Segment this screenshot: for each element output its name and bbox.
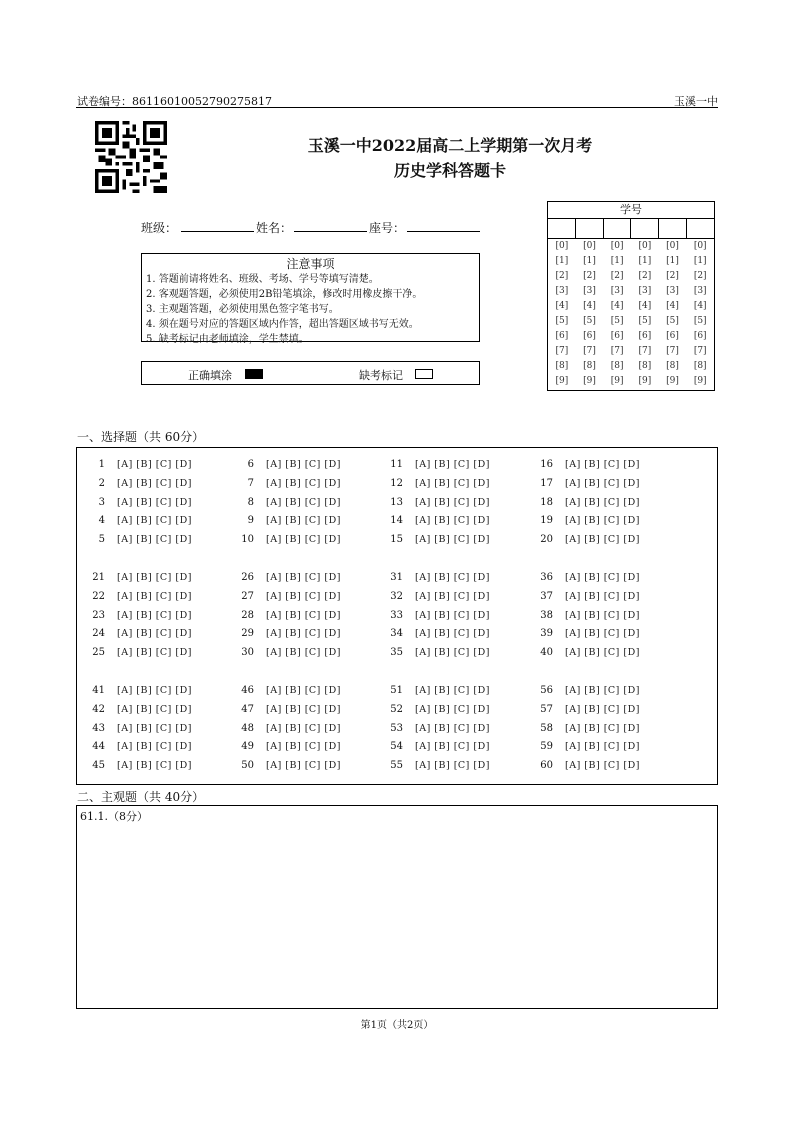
id-digit-bubble[interactable]: [3]: [666, 286, 679, 296]
answer-options[interactable]: [A] [B] [C] [D]: [415, 534, 490, 546]
question-number: 28: [241, 609, 254, 621]
question-8: [228, 497, 341, 508]
question-34: [377, 628, 490, 639]
question-number: 3: [98, 496, 105, 508]
answer-options[interactable]: [A] [B] [C] [D]: [266, 760, 341, 772]
id-digit-bubble[interactable]: [6]: [693, 331, 707, 341]
question-number: 18: [540, 496, 553, 508]
id-digit-bubble[interactable]: [2]: [666, 271, 679, 281]
notice-item: 2. 客观题答题，必须使用2B铅笔填涂，修改时用橡皮擦干净。: [146, 289, 423, 300]
id-digit-bubble[interactable]: [0]: [693, 241, 707, 251]
seat-field[interactable]: [407, 219, 480, 232]
id-digit-bubble[interactable]: [4]: [555, 301, 569, 311]
id-digit-bubble[interactable]: [3]: [638, 286, 652, 296]
id-digit-column: [603, 239, 631, 389]
question-number: 58: [540, 722, 553, 734]
question-38: [527, 610, 640, 621]
question-number: 4: [98, 515, 105, 527]
question-number: 37: [540, 590, 553, 602]
answer-options[interactable]: [A] [B] [C] [D]: [266, 459, 341, 470]
answer-options[interactable]: [A] [B] [C] [D]: [117, 572, 192, 583]
question-57: [527, 704, 640, 715]
id-digit-bubble[interactable]: [8]: [555, 361, 569, 371]
answer-options[interactable]: [A] [B] [C] [D]: [266, 703, 341, 715]
student-id-grid: [547, 201, 715, 391]
id-digit-bubble[interactable]: [9]: [638, 376, 652, 386]
question-number: 46: [241, 685, 254, 696]
answer-options[interactable]: [A] [B] [C] [D]: [565, 685, 640, 696]
question-number: 17: [540, 477, 553, 489]
section2-title: 二、主观题（共 40分）: [77, 790, 205, 804]
id-digit-bubble[interactable]: [8]: [638, 361, 652, 371]
answer-options[interactable]: [A] [B] [C] [D]: [565, 496, 640, 508]
id-digit-bubble[interactable]: [3]: [610, 286, 624, 296]
id-digit-bubble[interactable]: [9]: [583, 376, 596, 386]
id-digit-column: [659, 239, 687, 389]
question-51: [377, 685, 490, 696]
id-digit-bubble[interactable]: [7]: [638, 346, 652, 356]
question-number: 12: [390, 477, 403, 489]
question-58: [527, 723, 640, 734]
answer-options[interactable]: [A] [B] [C] [D]: [117, 741, 192, 753]
question-12: [377, 478, 490, 489]
question-18: [527, 497, 640, 508]
id-digit-bubble[interactable]: [5]: [555, 316, 569, 326]
id-digit-bubble[interactable]: [6]: [610, 331, 624, 341]
question-number: 5: [98, 534, 105, 546]
question-number: 50: [241, 760, 254, 772]
question-1: [79, 459, 192, 470]
answer-options[interactable]: [A] [B] [C] [D]: [117, 703, 192, 715]
id-digit-bubble[interactable]: [7]: [693, 346, 707, 356]
page-number: 第1页（共2页）: [360, 1020, 434, 1031]
answer-options[interactable]: [A] [B] [C] [D]: [415, 459, 490, 470]
question-37: [527, 591, 640, 602]
id-digit-bubble[interactable]: [9]: [666, 376, 679, 386]
question-number: 7: [247, 477, 254, 489]
answer-options[interactable]: [A] [B] [C] [D]: [565, 647, 640, 659]
question-number: 29: [241, 628, 254, 640]
answer-options[interactable]: [A] [B] [C] [D]: [565, 722, 640, 734]
question-10: [228, 534, 341, 545]
answer-options[interactable]: [A] [B] [C] [D]: [117, 477, 192, 489]
answer-options[interactable]: [A] [B] [C] [D]: [415, 515, 490, 527]
question-3: [79, 497, 192, 508]
question-number: 48: [241, 722, 254, 734]
exam-number: 试卷编号：86116010052790275817: [77, 95, 272, 108]
question-42: [79, 704, 192, 715]
question-number: 25: [92, 647, 105, 659]
answer-options[interactable]: [A] [B] [C] [D]: [117, 647, 192, 659]
id-write-cell[interactable]: [631, 219, 659, 238]
question-number: 42: [92, 703, 105, 715]
answer-options[interactable]: [A] [B] [C] [D]: [117, 685, 192, 696]
answer-options[interactable]: [A] [B] [C] [D]: [117, 496, 192, 508]
answer-options[interactable]: [A] [B] [C] [D]: [565, 741, 640, 753]
id-digit-bubble[interactable]: [3]: [693, 286, 707, 296]
id-digit-bubble[interactable]: [4]: [666, 301, 679, 311]
question-61-answer-area[interactable]: [76, 805, 718, 1009]
question-6: [228, 459, 341, 470]
id-digit-column: [576, 239, 604, 389]
question-11: [377, 459, 490, 470]
answer-options[interactable]: [A] [B] [C] [D]: [266, 628, 341, 640]
id-digit-bubble[interactable]: [0]: [610, 241, 624, 251]
answer-options[interactable]: [A] [B] [C] [D]: [266, 685, 341, 696]
notice-item: 4. 须在题号对应的答题区域内作答，超出答题区域书写无效。: [146, 319, 419, 330]
question-number: 9: [247, 515, 254, 527]
name-field[interactable]: [294, 219, 367, 232]
id-digit-bubble[interactable]: [5]: [583, 316, 596, 326]
id-digit-bubble[interactable]: [4]: [693, 301, 707, 311]
question-46: [228, 685, 341, 696]
question-49: [228, 741, 341, 752]
id-digit-bubble[interactable]: [9]: [610, 376, 624, 386]
id-write-cell[interactable]: [604, 219, 632, 238]
answer-options[interactable]: [A] [B] [C] [D]: [565, 459, 640, 470]
answer-options[interactable]: [A] [B] [C] [D]: [266, 609, 341, 621]
question-number: 57: [540, 703, 553, 715]
question-5: [79, 534, 192, 545]
question-27: [228, 591, 341, 602]
question-number: 43: [92, 722, 105, 734]
question-56: [527, 685, 640, 696]
question-36: [527, 572, 640, 583]
answer-options[interactable]: [A] [B] [C] [D]: [266, 647, 341, 659]
answer-options[interactable]: [A] [B] [C] [D]: [565, 477, 640, 489]
id-write-cell[interactable]: [687, 219, 714, 238]
question-60: [527, 760, 640, 771]
question-number: 36: [540, 572, 553, 583]
answer-options[interactable]: [A] [B] [C] [D]: [415, 496, 490, 508]
sheet-title: 历史学科答题卡: [393, 161, 506, 180]
question-29: [228, 628, 341, 639]
question-28: [228, 610, 341, 621]
question-22: [79, 591, 192, 602]
id-digit-bubble[interactable]: [1]: [555, 256, 569, 266]
answer-options[interactable]: [A] [B] [C] [D]: [415, 741, 490, 753]
id-write-cell[interactable]: [548, 219, 576, 238]
id-digit-bubble[interactable]: [6]: [666, 331, 679, 341]
question-4: [79, 515, 192, 526]
id-digit-bubble[interactable]: [2]: [555, 271, 569, 281]
correct-fill-label: 正确填涂: [188, 369, 232, 382]
school-name: 玉溪一中: [674, 95, 718, 108]
question-number: 60: [540, 760, 553, 772]
question-number: 14: [390, 515, 403, 527]
question-48: [228, 723, 341, 734]
answer-options[interactable]: [A] [B] [C] [D]: [266, 515, 341, 527]
question-number: 41: [92, 685, 105, 696]
question-41: [79, 685, 192, 696]
id-digit-bubble[interactable]: [2]: [638, 271, 652, 281]
question-number: 27: [241, 590, 254, 602]
class-field[interactable]: [181, 219, 254, 232]
question-14: [377, 515, 490, 526]
question-number: 23: [92, 609, 105, 621]
id-digit-bubble[interactable]: [1]: [583, 256, 596, 266]
answer-options[interactable]: [A] [B] [C] [D]: [565, 628, 640, 640]
notice-box: [141, 253, 480, 345]
question-number: 10: [241, 534, 254, 546]
answer-options[interactable]: [A] [B] [C] [D]: [415, 722, 490, 734]
id-digit-bubble[interactable]: [3]: [555, 286, 569, 296]
name-label: 姓名：: [256, 221, 293, 235]
notice-item: 3. 主观题答题，必须使用黑色签字笔书写。: [146, 304, 339, 315]
question-number: 31: [390, 572, 403, 583]
question-number: 54: [390, 741, 403, 753]
question-number: 33: [390, 609, 403, 621]
question-45: [79, 760, 192, 771]
answer-options[interactable]: [A] [B] [C] [D]: [117, 609, 192, 621]
answer-options[interactable]: [A] [B] [C] [D]: [565, 760, 640, 772]
answer-options[interactable]: [A] [B] [C] [D]: [266, 741, 341, 753]
answer-options[interactable]: [A] [B] [C] [D]: [266, 477, 341, 489]
question-number: 22: [92, 590, 105, 602]
question-55: [377, 760, 490, 771]
id-digit-bubble[interactable]: [0]: [666, 241, 679, 251]
question-32: [377, 591, 490, 602]
id-digit-bubble[interactable]: [9]: [693, 376, 707, 386]
id-digit-bubble[interactable]: [4]: [638, 301, 652, 311]
question-54: [377, 741, 490, 752]
id-digit-bubble[interactable]: [8]: [666, 361, 679, 371]
question-number: 52: [390, 703, 403, 715]
question-number: 24: [92, 628, 105, 640]
question-number: 59: [540, 741, 553, 753]
id-digit-bubble[interactable]: [3]: [583, 286, 596, 296]
id-digit-bubble[interactable]: [7]: [666, 346, 679, 356]
question-number: 26: [241, 572, 254, 583]
question-13: [377, 497, 490, 508]
id-digit-bubble[interactable]: [6]: [583, 331, 596, 341]
question-number: 21: [92, 572, 105, 583]
question-number: 45: [92, 760, 105, 772]
question-21: [79, 572, 192, 583]
answer-options[interactable]: [A] [B] [C] [D]: [415, 703, 490, 715]
id-digit-bubble[interactable]: [0]: [638, 241, 652, 251]
id-digit-bubble[interactable]: [1]: [693, 256, 707, 266]
question-number: 1: [98, 459, 105, 470]
question-20: [527, 534, 640, 545]
id-digit-bubble[interactable]: [6]: [638, 331, 652, 341]
question-25: [79, 647, 192, 658]
id-digit-bubble[interactable]: [0]: [583, 241, 596, 251]
question-number: 15: [390, 534, 403, 546]
answer-options[interactable]: [A] [B] [C] [D]: [117, 590, 192, 602]
question-16: [527, 459, 640, 470]
question-15: [377, 534, 490, 545]
question-24: [79, 628, 192, 639]
id-write-cell[interactable]: [659, 219, 687, 238]
id-digit-bubble[interactable]: [5]: [693, 316, 707, 326]
id-digit-bubble[interactable]: [5]: [666, 316, 679, 326]
question-number: 34: [390, 628, 403, 640]
filled-swatch-icon: [245, 369, 263, 379]
answer-options[interactable]: [A] [B] [C] [D]: [565, 590, 640, 602]
answer-options[interactable]: [A] [B] [C] [D]: [415, 760, 490, 772]
id-digit-bubble[interactable]: [7]: [555, 346, 569, 356]
notice-item: 1. 答题前请将姓名、班级、考场、学号等填写清楚。: [146, 274, 379, 285]
id-digit-bubble[interactable]: [6]: [555, 331, 569, 341]
question-number: 38: [540, 609, 553, 621]
id-digit-bubble[interactable]: [7]: [583, 346, 596, 356]
question-35: [377, 647, 490, 658]
question-number: 51: [390, 685, 403, 696]
id-digit-bubble[interactable]: [9]: [555, 376, 569, 386]
qr-code-icon: [95, 121, 167, 193]
question-number: 16: [540, 459, 553, 470]
question-number: 35: [390, 647, 403, 659]
answer-options[interactable]: [A] [B] [C] [D]: [565, 609, 640, 621]
question-26: [228, 572, 341, 583]
id-write-cell[interactable]: [576, 219, 604, 238]
answer-options[interactable]: [A] [B] [C] [D]: [266, 722, 341, 734]
question-31: [377, 572, 490, 583]
question-50: [228, 760, 341, 771]
question-number: 47: [241, 703, 254, 715]
id-digit-column: [631, 239, 659, 389]
id-digit-bubble[interactable]: [1]: [610, 256, 624, 266]
student-id-bubbles: [548, 239, 714, 389]
notice-title: 注意事项: [286, 257, 335, 271]
question-number: 19: [540, 515, 553, 527]
student-id-write-cells: [548, 219, 714, 239]
question-61-label: 61.1.（8分）: [80, 810, 148, 823]
question-30: [228, 647, 341, 658]
fill-legend: [141, 361, 480, 385]
answer-options[interactable]: [A] [B] [C] [D]: [117, 459, 192, 470]
absent-mark-label: 缺考标记: [359, 369, 403, 382]
question-52: [377, 704, 490, 715]
question-47: [228, 704, 341, 715]
answer-options[interactable]: [A] [B] [C] [D]: [415, 590, 490, 602]
header-rule: [76, 107, 718, 108]
id-digit-bubble[interactable]: [2]: [583, 271, 596, 281]
multiple-choice-box: [76, 447, 718, 785]
question-number: 30: [241, 647, 254, 659]
id-digit-bubble[interactable]: [8]: [610, 361, 624, 371]
id-digit-bubble[interactable]: [7]: [610, 346, 624, 356]
answer-options[interactable]: [A] [B] [C] [D]: [117, 534, 192, 546]
answer-options[interactable]: [A] [B] [C] [D]: [266, 534, 341, 546]
answer-options[interactable]: [A] [B] [C] [D]: [415, 647, 490, 659]
question-number: 8: [247, 496, 254, 508]
question-number: 56: [540, 685, 553, 696]
question-number: 11: [390, 459, 403, 470]
answer-options[interactable]: [A] [B] [C] [D]: [266, 572, 341, 583]
question-number: 55: [390, 760, 403, 772]
question-53: [377, 723, 490, 734]
answer-options[interactable]: [A] [B] [C] [D]: [565, 572, 640, 583]
id-digit-bubble[interactable]: [8]: [583, 361, 596, 371]
question-number: 2: [98, 477, 105, 489]
question-33: [377, 610, 490, 621]
id-digit-bubble[interactable]: [0]: [555, 241, 569, 251]
id-digit-bubble[interactable]: [2]: [693, 271, 707, 281]
id-digit-column: [686, 239, 714, 389]
id-digit-bubble[interactable]: [8]: [693, 361, 707, 371]
question-17: [527, 478, 640, 489]
question-number: 44: [92, 741, 105, 753]
question-39: [527, 628, 640, 639]
answer-options[interactable]: [A] [B] [C] [D]: [415, 685, 490, 696]
question-number: 20: [540, 534, 553, 546]
question-40: [527, 647, 640, 658]
question-number: 49: [241, 741, 254, 753]
question-2: [79, 478, 192, 489]
id-digit-bubble[interactable]: [5]: [638, 316, 652, 326]
exam-title: 玉溪一中2022届高二上学期第一次月考: [307, 136, 593, 155]
answer-options[interactable]: [A] [B] [C] [D]: [117, 515, 192, 527]
answer-options[interactable]: [A] [B] [C] [D]: [266, 590, 341, 602]
notice-item: 5. 缺考标记由老师填涂，学生禁填。: [146, 334, 309, 345]
answer-options[interactable]: [A] [B] [C] [D]: [415, 609, 490, 621]
answer-options[interactable]: [A] [B] [C] [D]: [415, 572, 490, 583]
answer-options[interactable]: [A] [B] [C] [D]: [565, 515, 640, 527]
seat-label: 座号：: [369, 221, 406, 235]
absent-mark-box[interactable]: [415, 369, 433, 379]
question-number: 53: [390, 722, 403, 734]
id-digit-bubble[interactable]: [4]: [610, 301, 624, 311]
answer-options[interactable]: [A] [B] [C] [D]: [565, 534, 640, 546]
question-19: [527, 515, 640, 526]
answer-options[interactable]: [A] [B] [C] [D]: [117, 722, 192, 734]
question-43: [79, 723, 192, 734]
id-digit-bubble[interactable]: [5]: [610, 316, 624, 326]
answer-options[interactable]: [A] [B] [C] [D]: [117, 760, 192, 772]
question-number: 32: [390, 590, 403, 602]
id-digit-bubble[interactable]: [1]: [666, 256, 679, 266]
question-44: [79, 741, 192, 752]
answer-options[interactable]: [A] [B] [C] [D]: [565, 703, 640, 715]
id-digit-bubble[interactable]: [2]: [610, 271, 624, 281]
question-7: [228, 478, 341, 489]
question-number: 13: [390, 496, 403, 508]
question-23: [79, 610, 192, 621]
question-9: [228, 515, 341, 526]
id-digit-bubble[interactable]: [4]: [583, 301, 596, 311]
question-59: [527, 741, 640, 752]
answer-options[interactable]: [A] [B] [C] [D]: [415, 628, 490, 640]
id-digit-column: [548, 239, 576, 389]
section1-title: 一、选择题（共 60分）: [77, 430, 205, 444]
class-label: 班级：: [141, 221, 178, 235]
student-id-title: 学号: [548, 202, 714, 219]
question-number: 6: [247, 459, 254, 470]
question-number: 40: [540, 647, 553, 659]
question-number: 39: [540, 628, 553, 640]
id-digit-bubble[interactable]: [1]: [638, 256, 652, 266]
answer-options[interactable]: [A] [B] [C] [D]: [117, 628, 192, 640]
answer-options[interactable]: [A] [B] [C] [D]: [266, 496, 341, 508]
answer-options[interactable]: [A] [B] [C] [D]: [415, 477, 490, 489]
